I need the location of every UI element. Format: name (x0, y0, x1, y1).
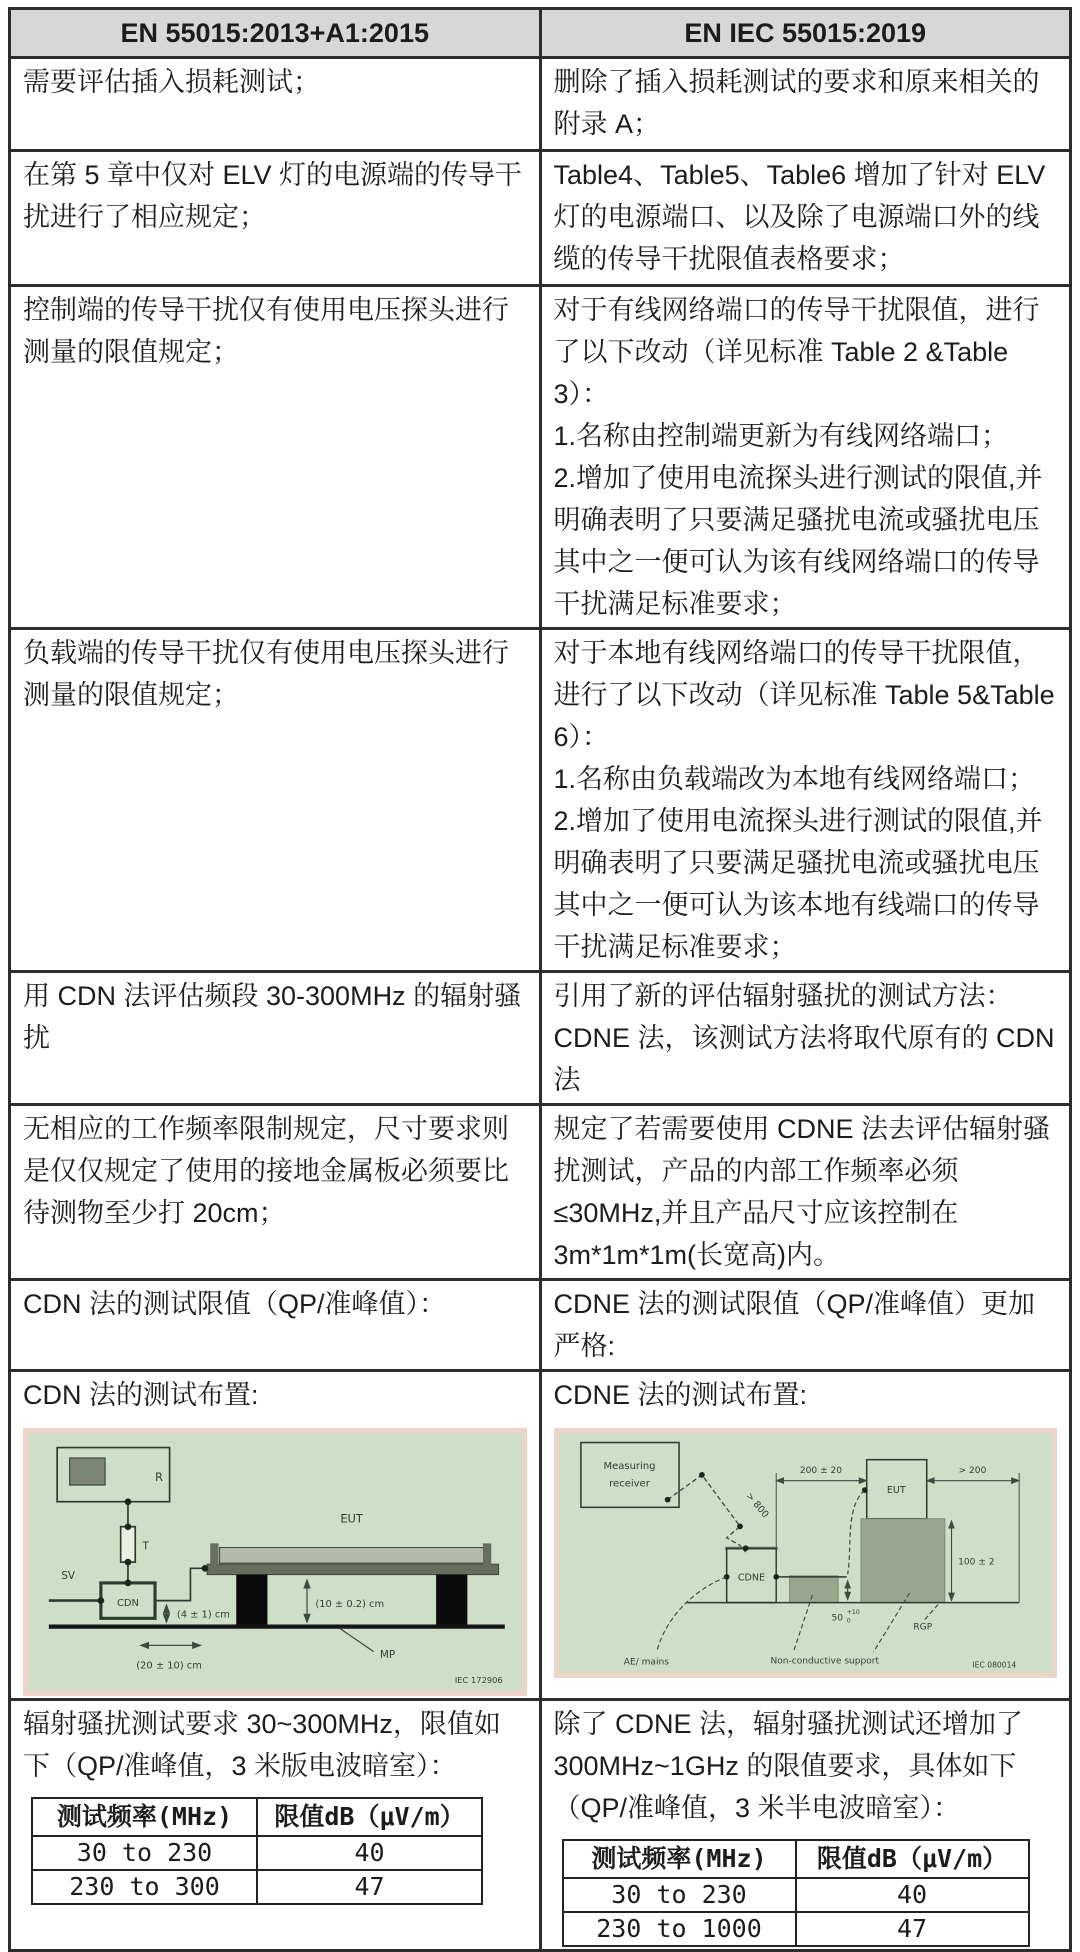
table-header-row (10, 9, 1071, 58)
cell-text: 辐射骚扰测试要求 30~300MHz，限值如下（QP/准峰值，3 米版电波暗室）： (23, 1709, 501, 1782)
dim-20cm-label: (20 ± 10) cm (136, 1660, 202, 1672)
dim-4cm-label: (4 ± 1) cm (176, 1609, 230, 1621)
table-row (10, 1105, 1071, 1280)
header-cell-en55015-2013: EN 55015:2013+A1:2015 (10, 9, 541, 58)
comparison-table (8, 7, 1072, 1952)
freq-value: 230 to 300 (32, 1870, 257, 1904)
freq-value: 30 to 230 (32, 1836, 257, 1870)
cell-left (10, 1280, 541, 1371)
cell-text: 无相应的工作频率限制规定，尺寸要求则是仅仅规定了使用的接地金属板必须要比待测物至少打 20cm； (23, 1114, 509, 1228)
non-conductive-support-label: Non-conductive support (770, 1656, 879, 1667)
limit-value: 47 (796, 1912, 1029, 1946)
cell-left (10, 629, 541, 972)
figure-code: IEC 080014 (971, 1660, 1016, 1670)
cell-left (10, 58, 541, 151)
cell-left (10, 972, 541, 1105)
cell-text: 2.增加了使用电流探头进行测试的限值,并明确表明了只要满足骚扰电流或骚扰电压其中之一便可认为该有线网络端口的传导干扰满足标准要求； (553, 463, 1043, 619)
table-row (10, 58, 1071, 151)
cell-left (10, 1371, 541, 1700)
cell-text: CDN 法的测试限值（QP/准峰值）： (23, 1289, 447, 1319)
cell-text: 负载端的传导干扰仅有使用电压探头进行测量的限值规定； (23, 638, 509, 710)
limit-row (563, 1878, 1029, 1912)
table-row (10, 972, 1071, 1105)
freq-header: 测试频率(MHz) (32, 1798, 257, 1836)
dim-50-sup: +10 (846, 1609, 860, 1617)
cell-right (540, 972, 1071, 1105)
dim-50-label: 50 (830, 1613, 843, 1624)
sv-label: SV (61, 1569, 76, 1582)
table-row-limits (10, 1700, 1071, 1951)
dim-100-label: 100 ± 2 (957, 1557, 995, 1568)
cdne-test-setup-diagram (554, 1428, 1058, 1678)
limit-value: 40 (257, 1836, 482, 1870)
eut-support-block (861, 1519, 945, 1603)
limit-header: 限值dB（μV/m） (257, 1798, 482, 1836)
measuring-receiver-label-2: receiver (608, 1478, 650, 1490)
freq-header: 测试频率(MHz) (563, 1840, 796, 1878)
cell-text: 除了 CDNE 法，辐射骚扰测试还增加了 300MHz~1GHz 的限值要求，具体如下（QP/准峰值，3 米半电波暗室）： (553, 1709, 1024, 1824)
limit-table-header-row (32, 1798, 482, 1836)
cell-right (540, 58, 1071, 151)
cell-right (540, 629, 1071, 972)
limit-row (32, 1870, 482, 1904)
cable-support-block (789, 1576, 838, 1603)
cell-text: 对于有线网络端口的传导干扰限值，进行了以下改动（详见标准 Table 2 &Table 3）： (553, 295, 1040, 409)
rgp-label: RGP (912, 1622, 932, 1633)
cell-right (540, 286, 1071, 629)
table-row (10, 151, 1071, 286)
lamp-endcap (210, 1543, 218, 1568)
eut-label: EUT (340, 1511, 363, 1526)
cdne-label: CDNE (737, 1572, 765, 1584)
cell-left (10, 151, 541, 286)
cdn-test-setup-diagram (23, 1428, 527, 1696)
dim-50-sub: 0 (846, 1617, 851, 1625)
eut-tray (207, 1564, 499, 1574)
support-block (236, 1575, 267, 1627)
header-cell-eniec55015-2019: EN IEC 55015:2019 (540, 9, 1071, 58)
eut-label: EUT (886, 1485, 906, 1497)
limit-table-right (562, 1839, 1030, 1947)
cell-text: 控制端的传导干扰仅有使用电压探头进行测量的限值规定； (23, 295, 509, 367)
cell-right (540, 151, 1071, 286)
dim-gt800-label: > 800 (742, 1490, 771, 1521)
receiver-screen (70, 1458, 105, 1485)
receiver-label: R (155, 1469, 163, 1484)
limit-value: 40 (796, 1878, 1029, 1912)
cell-text: CDNE 法的测试限值（QP/准峰值）更加严格: (553, 1289, 1036, 1361)
limit-row (563, 1912, 1029, 1946)
dim-gt200-label: > 200 (958, 1466, 986, 1477)
table-row (10, 629, 1071, 972)
limit-row (32, 1836, 482, 1870)
cell-text: CDNE 法的测试布置: (553, 1380, 808, 1410)
cell-left (10, 1700, 541, 1951)
cell-text: 对于本地有线网络端口的传导干扰限值，进行了以下改动（详见标准 Table 5&Table 6）： (553, 638, 1055, 752)
freq-value: 230 to 1000 (563, 1912, 796, 1946)
freq-value: 30 to 230 (563, 1878, 796, 1912)
cell-right (540, 1371, 1071, 1700)
limit-table-header-row (563, 1840, 1029, 1878)
dim-200-label: 200 ± 20 (799, 1466, 842, 1477)
mp-label: MP (379, 1648, 396, 1661)
lamp-endcap (483, 1543, 491, 1568)
cell-text: 删除了插入损耗测试的要求和原来相关的附录 A； (553, 67, 1040, 139)
cell-text: 2.增加了使用电流探头进行测试的限值,并明确表明了只要满足骚扰电流或骚扰电压其中之一便可认为该本地有线端口的传导干扰满足标准要求； (553, 806, 1043, 962)
cell-text: 需要评估插入损耗测试； (23, 67, 320, 97)
transformer-label: T (142, 1540, 149, 1553)
limit-header: 限值dB（μV/m） (796, 1840, 1029, 1878)
table-row-diagrams (10, 1371, 1071, 1700)
cell-left (10, 1105, 541, 1280)
cell-text: 1.名称由负载端改为本地有线网络端口； (553, 764, 1036, 794)
cell-text: 1.名称由控制端更新为有线网络端口； (553, 421, 1009, 451)
cell-text: 引用了新的评估辐射骚扰的测试方法：CDNE 法，该测试方法将取代原有的 CDN 法 (553, 981, 1055, 1095)
ae-mains-label: AE/ mains (623, 1657, 669, 1668)
cell-text: 在第 5 章中仅对 ELV 灯的电源端的传导干扰进行了相应规定； (23, 160, 523, 232)
dim-10cm-label: (10 ± 0.2) cm (315, 1598, 385, 1610)
measuring-receiver-label-1: Measuring (602, 1461, 656, 1473)
table-row (10, 286, 1071, 629)
cell-text: CDN 法的测试布置: (23, 1380, 259, 1410)
limit-table-left (31, 1797, 483, 1905)
eut-lamp-tube (220, 1548, 484, 1564)
cell-text: 用 CDN 法评估频段 30-300MHz 的辐射骚扰 (23, 981, 522, 1053)
table-row (10, 1280, 1071, 1371)
limit-value: 47 (257, 1870, 482, 1904)
cell-right (540, 1700, 1071, 1951)
cell-right (540, 1280, 1071, 1371)
cdn-label: CDN (117, 1597, 139, 1609)
figure-code: IEC 172906 (454, 1674, 503, 1685)
cell-text: 规定了若需要使用 CDNE 法去评估辐射骚扰测试，产品的内部工作频率必须≤30MHz,并且产品尺寸应该控制在 3m*1m*1m(长宽高)内。 (553, 1114, 1051, 1270)
cell-right (540, 1105, 1071, 1280)
cell-text: Table4、Table5、Table6 增加了针对 ELV 灯的电源端口、以及除了电源端口外的线缆的传导干扰限值表格要求； (553, 160, 1046, 274)
support-block (436, 1575, 467, 1627)
cell-left (10, 286, 541, 629)
